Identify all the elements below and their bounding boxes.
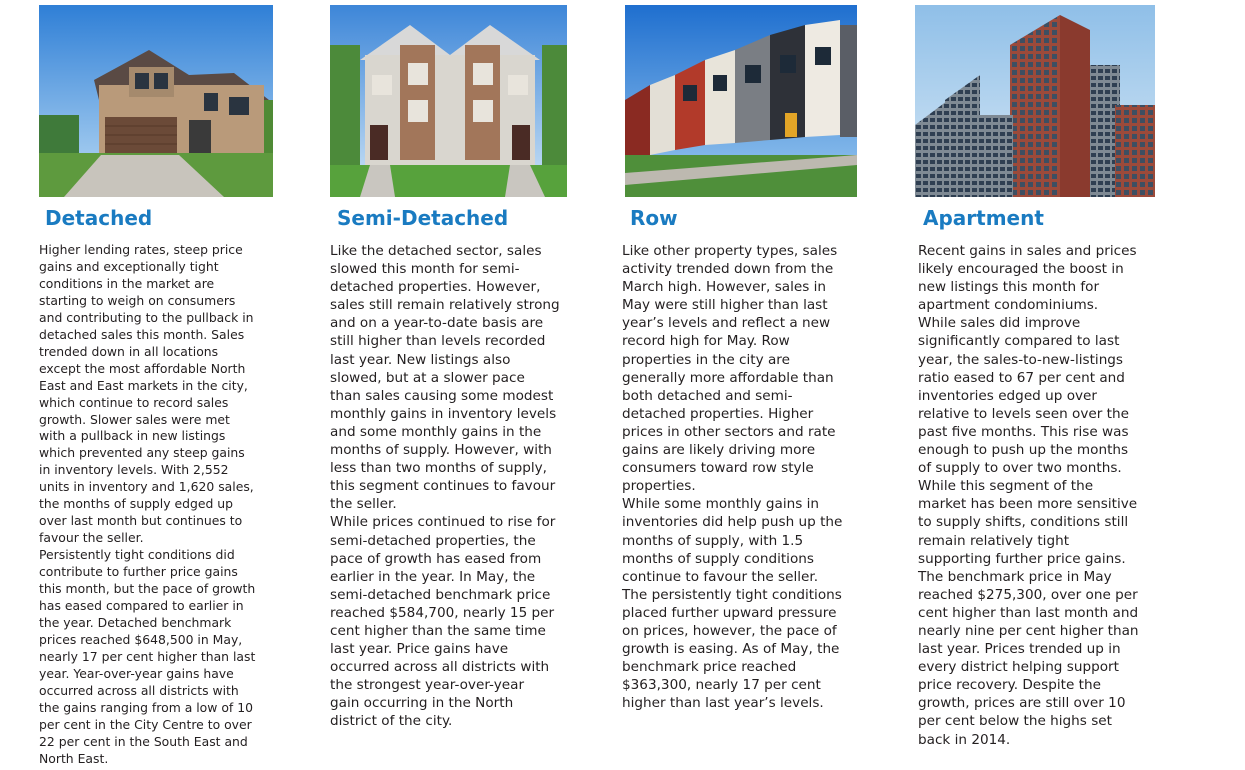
text-line: slowed, but at a slower pace (330, 369, 525, 386)
text-line: properties. (622, 478, 696, 495)
text-line: cent higher than last month and (918, 604, 1139, 621)
semi-detached-house-photo (330, 5, 567, 197)
text-line: over last month but continues to (39, 513, 243, 529)
text-line: The persistently tight conditions (622, 586, 842, 603)
text-line: less than two months of supply, (330, 460, 547, 477)
text-line: year’s levels and reflect a new (622, 315, 831, 332)
text-line: cent higher than the same time (330, 622, 546, 639)
text-line: prices in other sectors and rate (622, 423, 836, 440)
text-line: to supply shifts, conditions still (918, 514, 1129, 531)
text-line: Higher lending rates, steep price (39, 242, 243, 257)
text-line: both detached and semi- (622, 387, 793, 404)
text-line: detached properties. Higher (622, 405, 814, 422)
text-line: gains are likely driving more (622, 442, 816, 459)
text-line: starting to weigh on consumers (39, 292, 236, 308)
text-line: per cent in the City Centre to over (39, 716, 252, 732)
text-line: of supply to over two months. (918, 460, 1122, 477)
text-line: and contributing to the pullback in (39, 309, 254, 325)
text-line: growth, prices are still over 10 (918, 695, 1126, 712)
text-line: continue to favour the seller. (622, 568, 819, 585)
text-line: Like other property types, sales (622, 243, 838, 259)
text-line: detached properties. However, (330, 279, 541, 296)
section-body (330, 242, 560, 731)
text-line: significantly compared to last (918, 333, 1120, 350)
apartment-tower-photo (915, 5, 1155, 197)
text-line: While prices continued to rise for (330, 514, 556, 531)
text-line: benchmark price reached (622, 659, 797, 676)
text-line: reached $275,300, over one per (918, 586, 1138, 603)
text-line: reached $584,700, nearly 15 per (330, 604, 555, 621)
text-line: the months of supply edged up (39, 496, 234, 512)
text-line: and on a year-to-date basis are (330, 315, 544, 332)
text-line: gain occurring in the North (330, 695, 514, 712)
text-line: inventories did help push up the (622, 514, 843, 531)
section-title: Row (630, 206, 678, 230)
text-line: every district helping support (918, 659, 1119, 676)
text-line: growth is easing. As of May, the (622, 641, 840, 658)
text-line: on prices, however, the pace of (622, 622, 837, 639)
text-line: Recent gains in sales and prices (918, 243, 1137, 259)
text-line: nearly nine per cent higher than (918, 622, 1139, 639)
text-line: with a pullback in new listings (39, 428, 226, 444)
text-line: which continue to record sales (39, 394, 229, 410)
text-line: Like the detached sector, sales (330, 243, 542, 259)
text-line: than sales causing some modest (330, 387, 554, 404)
text-line: and some monthly gains in the (330, 423, 542, 440)
text-line: prices reached $648,500 in May, (39, 631, 243, 647)
text-line: pace of growth has eased from (330, 550, 542, 567)
text-line: semi-detached benchmark price (330, 586, 551, 603)
text-line: Persistently tight conditions did (39, 547, 235, 563)
text-line: sales still remain relatively strong (330, 297, 560, 314)
section-title: Apartment (923, 206, 1044, 230)
text-line: still higher than levels recorded (330, 333, 546, 350)
text-line: enough to push up the months (918, 442, 1129, 459)
text-line: remain relatively tight (918, 532, 1070, 549)
text-line: activity trended down from the (622, 261, 834, 278)
row-townhouse-photo (625, 5, 857, 197)
text-line: North East. (39, 750, 109, 766)
text-line: favour the seller. (39, 530, 144, 546)
section-body (918, 242, 1139, 749)
text-line: placed further upward pressure (622, 604, 837, 621)
section-title: Semi-Detached (337, 206, 509, 230)
text-line: last year. New listings also (330, 351, 511, 368)
text-line: months of supply. However, with (330, 442, 552, 459)
text-line: East and East markets in the city, (39, 377, 248, 393)
text-line: last year. Price gains have (330, 641, 509, 658)
text-line: trended down in all locations (39, 343, 219, 359)
text-line: occurred across all districts with (39, 682, 239, 698)
text-line: While sales did improve (918, 315, 1081, 332)
text-line: per cent below the highs set (918, 713, 1112, 730)
text-line: contribute to further price gains (39, 564, 238, 580)
text-line: year, the sales-to-new-listings (918, 351, 1124, 368)
text-line: this month, but the pace of growth (39, 581, 256, 597)
text-line: back in 2014. (918, 731, 1011, 748)
text-line: While some monthly gains in (622, 496, 820, 513)
section-body (39, 242, 255, 768)
detached-house-photo (39, 5, 273, 197)
text-line: semi-detached properties, the (330, 532, 536, 549)
text-line: earlier in the year. In May, the (330, 568, 536, 585)
text-line: in inventory levels. With 2,552 (39, 462, 229, 478)
text-line: this segment continues to favour (330, 478, 556, 495)
text-line: the year. Detached benchmark (39, 614, 232, 630)
text-line: supporting further price gains. (918, 550, 1126, 567)
text-line: While this segment of the (918, 478, 1094, 495)
text-line: record high for May. Row (622, 333, 790, 350)
text-line: $363,300, nearly 17 per cent (622, 677, 821, 694)
text-line: past five months. This rise was (918, 423, 1129, 440)
text-line: 22 per cent in the South East and (39, 733, 248, 749)
text-line: ratio eased to 67 per cent and (918, 369, 1125, 386)
text-line: inventories edged up over (918, 387, 1098, 404)
text-line: the strongest year-over-year (330, 677, 525, 694)
text-line: the gains ranging from a low of 10 (39, 699, 253, 715)
text-line: detached sales this month. Sales (39, 326, 245, 342)
text-line: slowed this month for semi- (330, 261, 520, 278)
text-line: conditions in the market are (39, 275, 215, 291)
text-line: new listings this month for (918, 279, 1100, 296)
text-line: year. Year-over-year gains have (39, 665, 234, 681)
text-line: except the most affordable North (39, 360, 246, 376)
text-line: months of supply conditions (622, 550, 814, 567)
text-line: which prevented any steep gains (39, 445, 245, 461)
text-line: last year. Prices trended up in (918, 641, 1121, 658)
text-line: units in inventory and 1,620 sales, (39, 479, 254, 495)
text-line: the seller. (330, 496, 397, 513)
text-line: relative to levels seen over the (918, 405, 1129, 422)
section-body (622, 242, 842, 712)
section-title: Detached (45, 206, 153, 230)
text-line: apartment condominiums. (918, 297, 1099, 314)
text-line: The benchmark price in May (918, 568, 1112, 585)
text-line: generally more affordable than (622, 369, 834, 386)
text-line: properties in the city are (622, 351, 790, 368)
text-line: consumers toward row style (622, 460, 814, 477)
text-line: market has been more sensitive (918, 496, 1138, 513)
text-line: occurred across all districts with (330, 659, 550, 676)
text-line: has eased compared to earlier in (39, 598, 244, 614)
text-line: months of supply, with 1.5 (622, 532, 804, 549)
text-line: nearly 17 per cent higher than last (39, 648, 256, 664)
text-line: district of the city. (330, 713, 453, 730)
text-line: gains and exceptionally tight (39, 258, 219, 274)
text-line: May were still higher than last (622, 297, 828, 314)
text-line: monthly gains in inventory levels (330, 405, 557, 422)
text-line: higher than last year’s levels. (622, 695, 824, 712)
text-line: growth. Slower sales were met (39, 411, 230, 427)
text-line: likely encouraged the boost in (918, 261, 1124, 278)
text-line: March high. However, sales in (622, 279, 827, 296)
text-line: price recovery. Despite the (918, 677, 1101, 694)
